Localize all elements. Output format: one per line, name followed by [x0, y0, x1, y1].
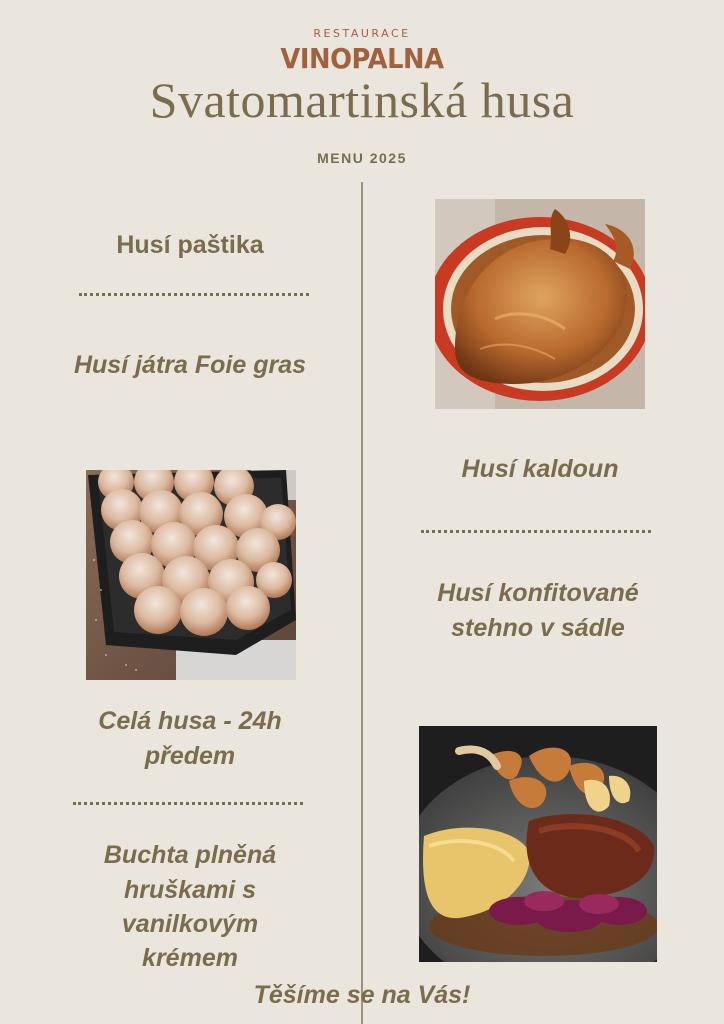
menu-item-cela-husa-line2: předem [144, 742, 236, 770]
buchty-photo [86, 470, 296, 680]
menu-item-stehno-line1: Husí konfitované [437, 579, 639, 607]
vertical-divider [361, 182, 363, 1024]
menu-item-husi-kaldoun: Husí kaldoun [461, 455, 619, 483]
menu-item-husi-jatra: Husí játra Foie gras [73, 351, 307, 379]
dotted-separator [421, 530, 651, 533]
dotted-separator [73, 802, 303, 805]
menu-item-stehno-line2: stehno v sádle [451, 614, 625, 642]
goose-leg-plate-photo [419, 726, 657, 962]
menu-item-buchta-line1: Buchta plněná [103, 841, 277, 869]
page-title: Svatomartinská husa [149, 72, 575, 128]
closing-message: Těšíme se na Vás! [253, 981, 471, 1009]
logo-vinopalna-text: VINOPALNA [280, 42, 444, 75]
menu-item-husi-pastika: Husí paštika [116, 231, 264, 259]
menu-subtitle: MENU 2025 [317, 150, 407, 166]
menu-item-buchta-line4: krémem [142, 944, 238, 972]
logo-restaurace-text: RESTAURACE [313, 27, 411, 40]
dotted-separator [79, 293, 309, 296]
roast-goose-photo [435, 199, 645, 409]
menu-item-buchta-line3: vanilkovým [121, 910, 259, 938]
menu-item-buchta-line2: hruškami s [123, 876, 256, 904]
menu-item-cela-husa-line1: Celá husa - 24h [98, 707, 282, 735]
